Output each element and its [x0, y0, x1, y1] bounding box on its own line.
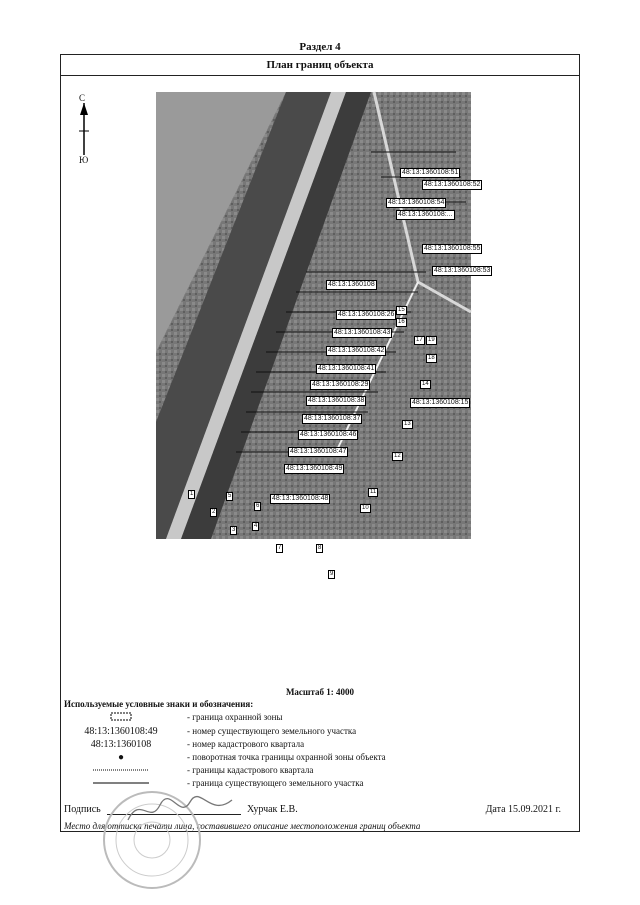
- point-label: 15: [398, 307, 405, 313]
- parcel-label: 48:13:1360108:37: [304, 415, 361, 422]
- legend-symbol: 48:13:1360108: [90, 739, 152, 750]
- signature-label: Подпись: [64, 804, 101, 815]
- legend-title: Используемые условные знаки и обозначения:: [64, 699, 254, 709]
- parcel-label: 48:13:1360108:41: [318, 365, 375, 372]
- point-label: 6: [256, 503, 260, 509]
- south-label: Ю: [79, 155, 89, 165]
- legend-text: - номер существующего земельного участка: [187, 726, 357, 736]
- point-label: 5: [228, 493, 232, 499]
- point-label: 18: [428, 355, 435, 361]
- point-label: 7: [278, 545, 282, 551]
- parcel-label: 48:13:1360108:52: [424, 181, 481, 188]
- point-label: 4: [254, 523, 258, 529]
- aerial-map: [156, 92, 491, 577]
- point-label: 19: [428, 337, 435, 343]
- point-label: 16: [398, 319, 405, 325]
- turning-point-icon: ●: [117, 752, 125, 763]
- parcel-label: 48:13:1360108:15: [412, 399, 469, 406]
- parcel-label: 48:13:1360108:...: [398, 211, 453, 218]
- parcel-label: 48:13:1360108:53: [434, 267, 491, 274]
- signer-name: Хурчак Е.В.: [247, 804, 298, 815]
- legend-item: [61, 726, 581, 738]
- parcel-label: 48:13:1360108:43: [334, 329, 391, 336]
- quarter-border-line-icon: [61, 765, 181, 778]
- point-label: 12: [394, 453, 401, 459]
- point-label: 1: [190, 491, 194, 497]
- point-label: 10: [362, 505, 369, 511]
- section-title: Раздел 4: [299, 41, 341, 53]
- parcel-label: 48:13:1360108:46: [300, 431, 357, 438]
- point-label: 13: [404, 421, 411, 427]
- point-label: 9: [330, 571, 334, 577]
- parcel-label: 48:13:1360108:38: [308, 397, 365, 404]
- legend-symbol: 48:13:1360108:49: [84, 726, 158, 737]
- parcel-label: 48:13:1360108:47: [290, 448, 347, 455]
- plan-title: План границ объекта: [61, 55, 579, 76]
- point-label: 17: [416, 337, 423, 343]
- point-label: 14: [422, 381, 429, 387]
- compass: [75, 93, 105, 173]
- legend-text: - номер кадастрового квартала: [187, 739, 305, 749]
- scale-label: Масштаб 1: 4000: [285, 687, 355, 697]
- parcel-label: 48:13:1360108:54: [388, 199, 445, 206]
- legend-item: [61, 739, 581, 751]
- legend-item: [61, 752, 581, 764]
- stamp-footnote: Место для оттиска печати лица, составившего описание местоположения границ объекта: [64, 821, 421, 831]
- protection-zone-symbol-icon: [61, 712, 181, 725]
- legend-text: - граница существующего земельного участка: [187, 778, 364, 788]
- north-label: С: [79, 93, 86, 103]
- legend-text: - границы кадастрового квартала: [187, 765, 314, 775]
- legend-item: [61, 712, 581, 724]
- point-label: 2: [212, 509, 216, 515]
- legend-item: [61, 765, 581, 777]
- plan-frame: [60, 54, 580, 832]
- parcel-label: 48:13:1360108:42: [328, 347, 385, 354]
- parcel-label: 48:13:1360108:49: [286, 465, 343, 472]
- parcel-label: 48:13:1360108:48: [272, 495, 329, 502]
- point-label: 8: [318, 545, 322, 551]
- north-arrow-icon: [77, 101, 91, 157]
- parcel-label: 48:13:1360108: [328, 281, 375, 288]
- point-label: 3: [232, 527, 236, 533]
- parcel-label: 48:13:1360108:26: [338, 311, 395, 318]
- parcel-label: 48:13:1360108:51: [402, 169, 459, 176]
- parcel-label: 48:13:1360108:29: [312, 381, 369, 388]
- handwritten-signature-icon: [120, 790, 240, 830]
- legend-text: - граница охранной зоны: [187, 712, 283, 722]
- legend-text: - поворотная точка границы охранной зоны объекта: [187, 752, 386, 762]
- document-date: Дата 15.09.2021 г.: [485, 804, 561, 815]
- point-label: 11: [370, 489, 377, 495]
- parcel-label: 48:13:1360108:55: [424, 245, 481, 252]
